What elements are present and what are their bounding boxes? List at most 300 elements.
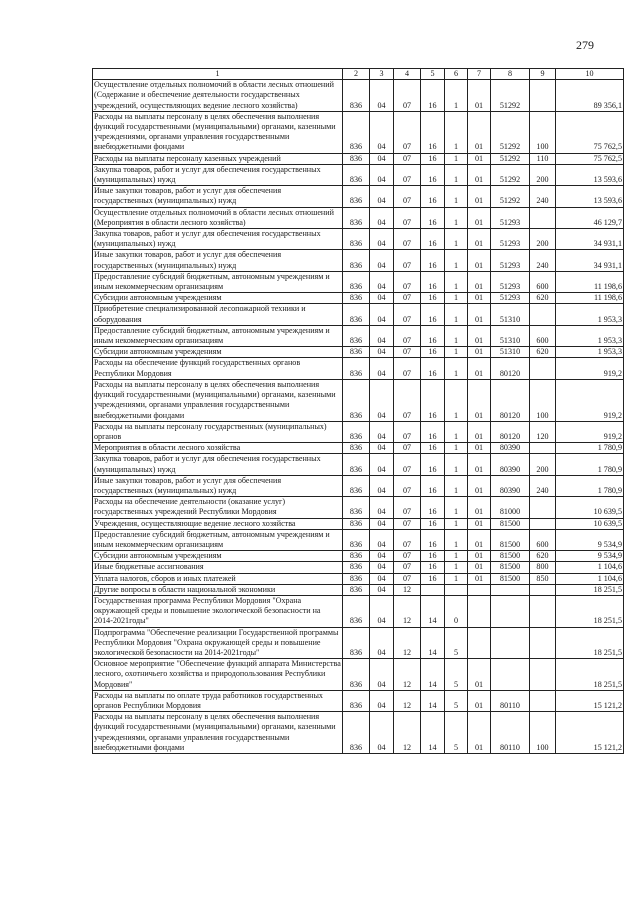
- code-cell: 04: [370, 659, 394, 691]
- code-cell: 01: [468, 207, 491, 228]
- code-cell: 01: [468, 518, 491, 529]
- code-cell: 836: [343, 443, 370, 454]
- code-cell: 1: [445, 164, 468, 185]
- code-cell: 836: [343, 325, 370, 346]
- code-cell: 836: [343, 379, 370, 421]
- table-row: [93, 551, 624, 562]
- code-cell: 16: [421, 347, 445, 358]
- code-cell: 80110: [491, 690, 530, 711]
- code-cell: 01: [468, 454, 491, 475]
- code-cell: 16: [421, 293, 445, 304]
- code-cell: 07: [394, 80, 421, 112]
- code-cell: 01: [468, 229, 491, 250]
- row-name-cell: Иные закупки товаров, работ и услуг для обеспечения государственных (муниципальных) нужд: [93, 186, 343, 207]
- code-cell: 07: [394, 271, 421, 292]
- table-row: [93, 454, 624, 475]
- code-cell: 100: [530, 712, 556, 754]
- column-header: 3: [370, 69, 394, 80]
- code-cell: 04: [370, 111, 394, 153]
- code-cell: 1: [445, 347, 468, 358]
- code-cell: 5: [445, 712, 468, 754]
- code-cell: 01: [468, 111, 491, 153]
- code-cell: 01: [468, 690, 491, 711]
- code-cell: 04: [370, 573, 394, 584]
- code-cell: 81500: [491, 573, 530, 584]
- code-cell: 07: [394, 475, 421, 496]
- code-cell: 1: [445, 271, 468, 292]
- code-cell: 5: [445, 627, 468, 659]
- row-name-cell: Расходы на обеспечение функций государственных органов Республики Мордовия: [93, 358, 343, 379]
- table-row: [93, 518, 624, 529]
- code-cell: 836: [343, 293, 370, 304]
- row-name-cell: Учреждения, осуществляющие ведение лесного хозяйства: [93, 518, 343, 529]
- code-cell: 600: [530, 529, 556, 550]
- amount-cell: 34 931,1: [556, 229, 624, 250]
- code-cell: 07: [394, 529, 421, 550]
- code-cell: 04: [370, 421, 394, 442]
- page-number: 279: [576, 38, 594, 52]
- code-cell: 51293: [491, 271, 530, 292]
- row-name-cell: Расходы на выплаты персоналу казенных учреждений: [93, 153, 343, 164]
- code-cell: 07: [394, 379, 421, 421]
- row-name-cell: Государственная программа Республики Мордовия "Охрана окружающей среды и повышение экологической безопасности на 2014-2021годы": [93, 595, 343, 627]
- amount-cell: 1 953,3: [556, 325, 624, 346]
- code-cell: 80120: [491, 421, 530, 442]
- code-cell: 01: [468, 573, 491, 584]
- code-cell: 1: [445, 153, 468, 164]
- code-cell: 80120: [491, 358, 530, 379]
- table-row: [93, 529, 624, 550]
- code-cell: [530, 497, 556, 518]
- code-cell: 04: [370, 562, 394, 573]
- code-cell: 51293: [491, 250, 530, 271]
- row-name-cell: Закупка товаров, работ и услуг для обеспечения государственных (муниципальных) нужд: [93, 454, 343, 475]
- code-cell: [468, 627, 491, 659]
- code-cell: 836: [343, 186, 370, 207]
- code-cell: 51292: [491, 80, 530, 112]
- code-cell: 836: [343, 659, 370, 691]
- code-cell: [530, 595, 556, 627]
- code-cell: 600: [530, 325, 556, 346]
- amount-cell: 919,2: [556, 421, 624, 442]
- code-cell: 81500: [491, 562, 530, 573]
- code-cell: 1: [445, 207, 468, 228]
- code-cell: 620: [530, 293, 556, 304]
- code-cell: 16: [421, 164, 445, 185]
- code-cell: 836: [343, 80, 370, 112]
- table-header: [93, 69, 624, 80]
- row-name-cell: Основное мероприятие "Обеспечение функций аппарата Министерства лесного, охотничьего хозяйства и природопользования Республики Мордовия": [94, 659, 341, 689]
- code-cell: 14: [421, 595, 445, 627]
- code-cell: 01: [468, 529, 491, 550]
- code-cell: 16: [421, 250, 445, 271]
- code-cell: 07: [394, 293, 421, 304]
- table-body: [93, 80, 624, 754]
- code-cell: 16: [421, 80, 445, 112]
- code-cell: 16: [421, 497, 445, 518]
- code-cell: 836: [343, 529, 370, 550]
- code-cell: 850: [530, 573, 556, 584]
- code-cell: 16: [421, 111, 445, 153]
- code-cell: 1: [445, 111, 468, 153]
- code-cell: 110: [530, 153, 556, 164]
- code-cell: 81500: [491, 518, 530, 529]
- code-cell: 16: [421, 325, 445, 346]
- code-cell: 16: [421, 518, 445, 529]
- code-cell: 836: [343, 584, 370, 595]
- code-cell: 14: [421, 690, 445, 711]
- code-cell: 1: [445, 454, 468, 475]
- code-cell: 01: [468, 164, 491, 185]
- code-cell: 01: [468, 293, 491, 304]
- row-name-cell: Предоставление субсидий бюджетным, автономным учреждениям и иным некоммерческим организациям: [93, 271, 343, 292]
- table-row: [93, 358, 624, 379]
- amount-cell: 15 121,2: [556, 690, 624, 711]
- table-row: [93, 562, 624, 573]
- code-cell: 16: [421, 379, 445, 421]
- code-cell: 12: [394, 690, 421, 711]
- code-cell: [530, 690, 556, 711]
- code-cell: 81500: [491, 551, 530, 562]
- amount-cell: 10 639,5: [556, 518, 624, 529]
- code-cell: 836: [343, 164, 370, 185]
- code-cell: 07: [394, 229, 421, 250]
- code-cell: 01: [468, 80, 491, 112]
- code-cell: 04: [370, 80, 394, 112]
- code-cell: 1: [445, 293, 468, 304]
- code-cell: 81500: [491, 529, 530, 550]
- code-cell: 04: [370, 475, 394, 496]
- row-name-cell: Уплата налогов, сборов и иных платежей: [93, 573, 343, 584]
- code-cell: 240: [530, 250, 556, 271]
- amount-cell: 1 104,6: [556, 573, 624, 584]
- row-name-cell: Закупка товаров, работ и услуг для обеспечения государственных (муниципальных) нужд: [93, 229, 343, 250]
- table-row: [93, 153, 624, 164]
- code-cell: 80110: [491, 712, 530, 754]
- code-cell: [530, 358, 556, 379]
- code-cell: 620: [530, 347, 556, 358]
- code-cell: 240: [530, 475, 556, 496]
- amount-cell: 75 762,5: [556, 111, 624, 153]
- table-row: [93, 325, 624, 346]
- code-cell: 01: [468, 153, 491, 164]
- code-cell: 836: [343, 712, 370, 754]
- code-cell: 04: [370, 529, 394, 550]
- code-cell: 836: [343, 111, 370, 153]
- code-cell: 04: [370, 164, 394, 185]
- code-cell: 100: [530, 111, 556, 153]
- code-cell: 200: [530, 229, 556, 250]
- amount-cell: 919,2: [556, 358, 624, 379]
- code-cell: 836: [343, 627, 370, 659]
- code-cell: 01: [468, 475, 491, 496]
- amount-cell: 18 251,5: [556, 595, 624, 627]
- code-cell: 16: [421, 358, 445, 379]
- table-row: [93, 271, 624, 292]
- code-cell: 1: [445, 229, 468, 250]
- code-cell: 04: [370, 207, 394, 228]
- code-cell: [530, 207, 556, 228]
- code-cell: 01: [468, 443, 491, 454]
- code-cell: 04: [370, 250, 394, 271]
- code-cell: 16: [421, 304, 445, 325]
- code-cell: 836: [343, 250, 370, 271]
- code-cell: 5: [445, 690, 468, 711]
- code-cell: 16: [421, 271, 445, 292]
- table-row: [93, 659, 624, 691]
- code-cell: 80120: [491, 379, 530, 421]
- amount-cell: 18 251,5: [556, 659, 624, 691]
- code-cell: 07: [394, 518, 421, 529]
- table-row: [93, 186, 624, 207]
- code-cell: 1: [445, 325, 468, 346]
- row-name-cell: Закупка товаров, работ и услуг для обеспечения государственных (муниципальных) нужд: [93, 164, 343, 185]
- code-cell: 81000: [491, 497, 530, 518]
- code-cell: [491, 584, 530, 595]
- code-cell: 04: [370, 497, 394, 518]
- code-cell: [530, 659, 556, 691]
- amount-cell: 9 534,9: [556, 529, 624, 550]
- code-cell: 16: [421, 573, 445, 584]
- amount-cell: 18 251,5: [556, 584, 624, 595]
- code-cell: 200: [530, 454, 556, 475]
- code-cell: 07: [394, 573, 421, 584]
- code-cell: 1: [445, 250, 468, 271]
- amount-cell: 15 121,2: [556, 712, 624, 754]
- row-name-cell: Другие вопросы в области национальной экономики: [93, 584, 343, 595]
- code-cell: 01: [468, 712, 491, 754]
- table-row: [93, 595, 624, 627]
- code-cell: 04: [370, 153, 394, 164]
- table-row: [93, 573, 624, 584]
- code-cell: 04: [370, 293, 394, 304]
- code-cell: 04: [370, 584, 394, 595]
- code-cell: 07: [394, 443, 421, 454]
- code-cell: 04: [370, 325, 394, 346]
- code-cell: 04: [370, 347, 394, 358]
- code-cell: 800: [530, 562, 556, 573]
- code-cell: 836: [343, 358, 370, 379]
- code-cell: 14: [421, 627, 445, 659]
- code-cell: 07: [394, 358, 421, 379]
- code-cell: 04: [370, 712, 394, 754]
- code-cell: 14: [421, 712, 445, 754]
- code-cell: 16: [421, 421, 445, 442]
- code-cell: 01: [468, 304, 491, 325]
- code-cell: 07: [394, 207, 421, 228]
- column-header: 1: [93, 69, 343, 80]
- code-cell: 836: [343, 153, 370, 164]
- code-cell: 836: [343, 304, 370, 325]
- amount-cell: 1 104,6: [556, 562, 624, 573]
- table-row: [93, 164, 624, 185]
- amount-cell: 11 198,6: [556, 271, 624, 292]
- code-cell: [445, 584, 468, 595]
- column-header: 10: [556, 69, 624, 80]
- code-cell: 1: [445, 358, 468, 379]
- row-name-cell: Предоставление субсидий бюджетным, автономным учреждениям и иным некоммерческим организациям: [93, 325, 343, 346]
- code-cell: 04: [370, 443, 394, 454]
- code-cell: 1: [445, 529, 468, 550]
- code-cell: 51310: [491, 347, 530, 358]
- amount-cell: 46 129,7: [556, 207, 624, 228]
- code-cell: 836: [343, 595, 370, 627]
- amount-cell: 1 780,9: [556, 443, 624, 454]
- code-cell: 07: [394, 186, 421, 207]
- column-header: 4: [394, 69, 421, 80]
- column-header: 7: [468, 69, 491, 80]
- code-cell: 16: [421, 529, 445, 550]
- code-cell: 12: [394, 627, 421, 659]
- code-cell: 80390: [491, 443, 530, 454]
- column-header: 8: [491, 69, 530, 80]
- code-cell: 16: [421, 443, 445, 454]
- code-cell: 14: [421, 659, 445, 691]
- amount-cell: 10 639,5: [556, 497, 624, 518]
- code-cell: 51293: [491, 229, 530, 250]
- code-cell: 07: [394, 497, 421, 518]
- code-cell: 1: [445, 443, 468, 454]
- code-cell: 5: [445, 659, 468, 691]
- code-cell: [530, 304, 556, 325]
- code-cell: 836: [343, 497, 370, 518]
- code-cell: [491, 595, 530, 627]
- amount-cell: 9 534,9: [556, 551, 624, 562]
- code-cell: 12: [394, 659, 421, 691]
- code-cell: [468, 595, 491, 627]
- code-cell: [491, 627, 530, 659]
- code-cell: 1: [445, 421, 468, 442]
- code-cell: 836: [343, 347, 370, 358]
- code-cell: 51293: [491, 293, 530, 304]
- amount-cell: 1 953,3: [556, 347, 624, 358]
- code-cell: 1: [445, 562, 468, 573]
- amount-cell: 89 356,1: [556, 80, 624, 112]
- code-cell: 80390: [491, 454, 530, 475]
- row-name-cell: Расходы на выплаты персоналу в целях обеспечения выполнения функций государственными (муниципальными) органами, казенными учреждениями, органами управления государственными внебюджетными фондами: [93, 712, 343, 754]
- row-name-cell: Расходы на выплаты персоналу в целях обеспечения выполнения функций государственными (муниципальными) органами, казенными учреждениями, органами управления государственными внебюджетными фондами: [93, 379, 343, 421]
- table-row: [93, 304, 624, 325]
- code-cell: 836: [343, 207, 370, 228]
- amount-cell: 13 593,6: [556, 164, 624, 185]
- table-row: [93, 421, 624, 442]
- code-cell: 04: [370, 690, 394, 711]
- code-cell: 04: [370, 627, 394, 659]
- table-row: [93, 379, 624, 421]
- code-cell: 12: [394, 712, 421, 754]
- code-cell: [530, 584, 556, 595]
- code-cell: 07: [394, 153, 421, 164]
- table-row: [93, 229, 624, 250]
- code-cell: 16: [421, 207, 445, 228]
- header-row: [93, 69, 624, 80]
- code-cell: 836: [343, 518, 370, 529]
- code-cell: [491, 659, 530, 691]
- code-cell: 07: [394, 325, 421, 346]
- code-cell: 01: [468, 421, 491, 442]
- code-cell: 04: [370, 271, 394, 292]
- column-header: 6: [445, 69, 468, 80]
- column-header: 2: [343, 69, 370, 80]
- code-cell: 51310: [491, 304, 530, 325]
- code-cell: 01: [468, 379, 491, 421]
- code-cell: 16: [421, 454, 445, 475]
- code-cell: 100: [530, 379, 556, 421]
- code-cell: 16: [421, 551, 445, 562]
- table-row: [93, 627, 624, 659]
- code-cell: 07: [394, 347, 421, 358]
- row-name-cell: Иные бюджетные ассигнования: [93, 562, 343, 573]
- code-cell: 04: [370, 186, 394, 207]
- code-cell: 04: [370, 358, 394, 379]
- code-cell: 51310: [491, 325, 530, 346]
- amount-cell: 1 780,9: [556, 454, 624, 475]
- code-cell: 01: [468, 551, 491, 562]
- code-cell: [530, 80, 556, 112]
- code-cell: 01: [468, 562, 491, 573]
- code-cell: 1: [445, 379, 468, 421]
- code-cell: 1: [445, 80, 468, 112]
- table-row: [93, 712, 624, 754]
- row-name-cell: Иные закупки товаров, работ и услуг для обеспечения государственных (муниципальных) нужд: [93, 250, 343, 271]
- code-cell: 1: [445, 497, 468, 518]
- code-cell: 07: [394, 111, 421, 153]
- table-row: [93, 347, 624, 358]
- row-name-cell: Расходы на выплаты по оплате труда работников государственных органов Республики Мордовия: [93, 690, 343, 711]
- code-cell: 01: [468, 497, 491, 518]
- code-cell: 01: [468, 358, 491, 379]
- row-name-cell: Подпрограмма "Обеспечение реализации Государственной программы Республики Мордовия "Охрана окружающей среды и повышение экологической безопасности на 2014-2021годы": [93, 627, 343, 659]
- row-name-cell: Осуществление отдельных полномочий в области лесных отношений (Содержание и обеспечение деятельности государственных учреждений, осуществляющих ведение лесного хозяйства): [93, 80, 343, 112]
- code-cell: 836: [343, 421, 370, 442]
- code-cell: 836: [343, 690, 370, 711]
- row-name-cell: Субсидии автономным учреждениям: [93, 293, 343, 304]
- code-cell: 240: [530, 186, 556, 207]
- code-cell: 1: [445, 518, 468, 529]
- table-row: [93, 111, 624, 153]
- code-cell: 04: [370, 454, 394, 475]
- code-cell: 04: [370, 518, 394, 529]
- table-row: [93, 293, 624, 304]
- code-cell: 01: [468, 271, 491, 292]
- table-row: [93, 497, 624, 518]
- table-row: [93, 250, 624, 271]
- code-cell: 1: [445, 475, 468, 496]
- row-name-cell: Осуществление отдельных полномочий в области лесных отношений (Мероприятия в области лесного хозяйства): [93, 207, 343, 228]
- code-cell: 836: [343, 271, 370, 292]
- amount-cell: 919,2: [556, 379, 624, 421]
- code-cell: [468, 584, 491, 595]
- code-cell: 51292: [491, 111, 530, 153]
- code-cell: 836: [343, 229, 370, 250]
- code-cell: 01: [468, 325, 491, 346]
- code-cell: 07: [394, 454, 421, 475]
- column-header: 9: [530, 69, 556, 80]
- code-cell: 0: [445, 595, 468, 627]
- code-cell: 07: [394, 304, 421, 325]
- code-cell: 04: [370, 229, 394, 250]
- amount-cell: 11 198,6: [556, 293, 624, 304]
- code-cell: 51292: [491, 186, 530, 207]
- code-cell: 51292: [491, 153, 530, 164]
- code-cell: 04: [370, 304, 394, 325]
- code-cell: 1: [445, 304, 468, 325]
- column-header: 5: [421, 69, 445, 80]
- code-cell: 01: [468, 659, 491, 691]
- amount-cell: 13 593,6: [556, 186, 624, 207]
- code-cell: 120: [530, 421, 556, 442]
- code-cell: 07: [394, 164, 421, 185]
